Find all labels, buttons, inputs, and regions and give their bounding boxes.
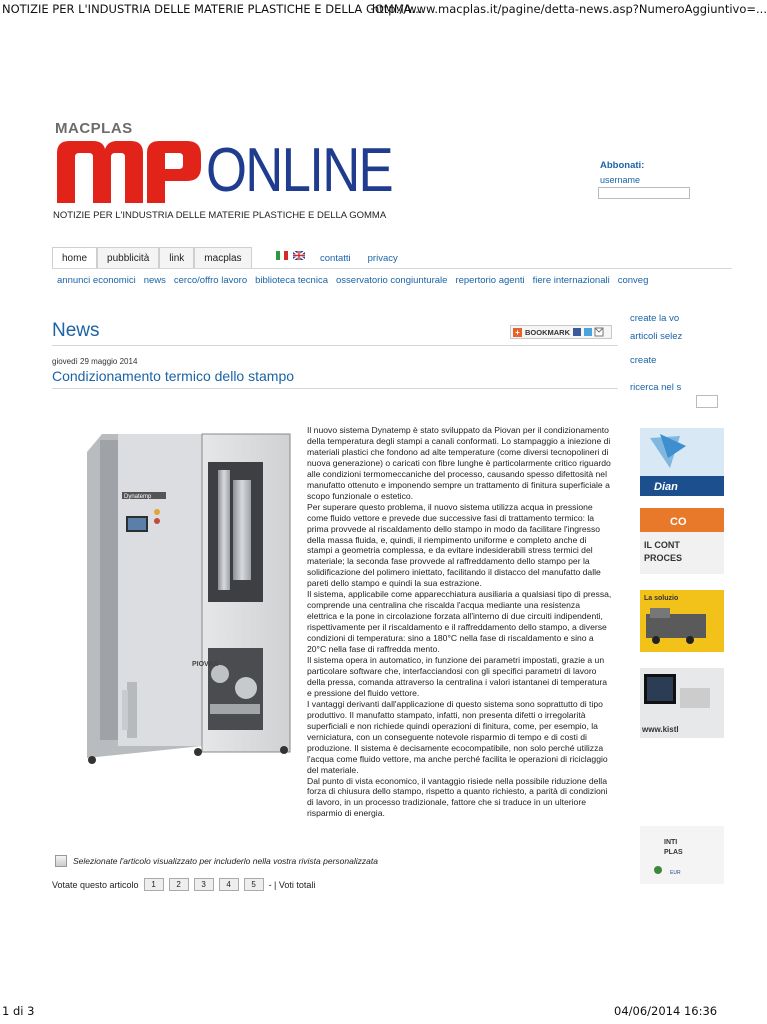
divider [52, 388, 618, 389]
online-logo-text: ONLINE [206, 136, 393, 205]
plus-icon: + [513, 328, 522, 337]
section-title: News [52, 320, 100, 341]
article-paragraph: I vantaggi derivanti dall'applicazione di questo sistema sono soprattutto di tipo produttivo. Il manufatto stampato, infatti, non presenta difetti o irregolarità superficiali e non richiede quindi operazioni di finitura, come, per esempio, la verniciatura, con un conseguente notevole risparmio di tempo e di costi di produzione. Il sistema è decisamente ecocompatibile, non solo perché utilizza l'acqua come fluido vettore, ma anche perché facilita le operazioni di riciclaggio del materiale. [307, 698, 608, 775]
ad-text: PROCES [644, 553, 683, 563]
category-links [57, 275, 648, 286]
link-contatti[interactable]: contatti [320, 253, 351, 264]
vote-button-4[interactable]: 4 [219, 878, 239, 891]
tab-home[interactable]: home [52, 247, 97, 269]
vote-row [52, 878, 315, 891]
article-paragraph: Il sistema, applicabile come apparecchiatura ausiliaria a qualsiasi tipo di pressa, comprende una centralina che riscalda l'acqua mediante una resistenza elettrica e la pone in circolazione forzata all'interno di due circuiti indipendenti, rispettivamente per il riscaldamento e il raffreddamento dello stampo, a diverse condizioni di temperatura: sino a 180°C nella fase di riscaldamento e sino a 20°C nella fase di raffredda mento. [307, 589, 612, 655]
vote-total: - | Voti totali [268, 879, 316, 890]
tagline: NOTIZIE PER L'INDUSTRIA DELLE MATERIE PLASTICHE E DELLA GOMMA [53, 210, 387, 221]
article-date: giovedì 29 maggio 2014 [52, 357, 138, 366]
dynatemp-product-image [60, 420, 300, 770]
vote-button-1[interactable]: 1 [144, 878, 164, 891]
vote-label: Votate questo articolo [52, 879, 139, 890]
cat-osservatorio[interactable]: osservatorio congiunturale [336, 275, 448, 286]
ad-banner-3[interactable] [640, 590, 724, 652]
sidebar-link-articoli[interactable]: articoli selez [630, 331, 683, 342]
sidebar-link-create-vo[interactable]: create la vo [630, 313, 680, 324]
sidebar-link-ricerca[interactable]: ricerca nel s [630, 382, 682, 393]
ad-text: Dian [654, 481, 678, 493]
article-paragraph: Per superare questo problema, il nuovo sistema utilizza acqua in pressione come fluido vettore e prevede due successive fasi di trattamento termico: la prima provvede al riscaldamento dello stampo in modo da facilitare l'ingresso della massa fluida, e, quindi, il riempimento uniforme e completo anche di stampi a geometria complessa, e da evitare indesiderabili stress termici del materiale; la seconda fase provvede al raffreddamento dello stampo per la solidificazione del polimero iniettato, facilitando il distacco del manufatto dalle pareti dello stampo e quindi la sua estrazione. [307, 501, 601, 589]
print-footer-page: 1 di 3 [2, 1004, 35, 1018]
article-paragraph: Il nuovo sistema Dynatemp è stato sviluppato da Piovan per il condizionamento della temperatura degli stampi a canali conformati. Lo stampaggio a iniezione di materiali plastici che fondono ad alte temperature (come diversi tecnopolineri di nuova generazione) o caricati con fibre lunghe è particolarmente critico riguardo alle condizioni termomeccaniche del processo, causando spesso difettosità nel manufatto ottenuto e imponendo sempre un trattamento di finitura superficiale a scopo funzionale o estetico. [307, 425, 611, 501]
vote-button-5[interactable]: 5 [244, 878, 264, 891]
print-header-title: NOTIZIE PER L'INDUSTRIA DELLE MATERIE PLASTICHE E DELLA GOMMA... [2, 2, 423, 16]
top-links [320, 253, 398, 264]
tab-link[interactable]: link [159, 247, 194, 269]
article-title: Condizionamento termico dello stampo [52, 368, 295, 384]
ad-text: IL CONT [644, 540, 680, 550]
username-field[interactable] [598, 187, 690, 199]
select-article-row [55, 855, 378, 867]
login-title: Abbonati: [600, 160, 645, 171]
print-header-url: http://www.macplas.it/pagine/detta-news.asp?NumeroAggiuntivo=... [372, 2, 767, 16]
divider [52, 345, 618, 346]
vote-button-2[interactable]: 2 [169, 878, 189, 891]
cat-annunci[interactable]: annunci economici [57, 275, 136, 286]
language-flags [276, 251, 305, 260]
ad-banner-4[interactable] [640, 668, 724, 738]
select-article-checkbox[interactable] [55, 855, 67, 867]
sidebar-search-input[interactable] [696, 395, 718, 408]
tab-pubblicita[interactable]: pubblicità [97, 247, 159, 269]
ad-banner-5[interactable] [640, 826, 724, 884]
category-divider [52, 268, 732, 269]
mp-logo[interactable] [55, 137, 203, 205]
ad-text: PLAS [664, 849, 683, 856]
ad-banner-1[interactable] [640, 428, 724, 496]
cat-biblioteca[interactable]: biblioteca tecnica [255, 275, 328, 286]
ad-text: La soluzio [644, 595, 679, 602]
bookmark-button[interactable] [510, 325, 612, 339]
sidebar-link-create[interactable]: create [630, 355, 657, 366]
image-brand-piovan: PIOVAN [192, 661, 219, 668]
twitter-icon [584, 328, 592, 336]
uk-flag-icon[interactable] [293, 251, 305, 260]
tab-macplas[interactable]: macplas [194, 247, 251, 269]
article-paragraph: Il sistema opera in automatico, in funzione dei parametri impostati, grazie a un particolare software che, interfacciandosi con gli specifici parametri di lavoro della pressa, comanda attraverso la centralina i valori istantanei di temperatura e pressione del fluido vettore. [307, 655, 607, 698]
macplas-small-logo: MACPLAS [55, 120, 133, 137]
select-article-note: Selezionate l'articolo visualizzato per includerlo nella vostra rivista personalizzata [73, 856, 378, 866]
username-label: username [600, 175, 641, 185]
ad-text: INTI [664, 839, 678, 846]
article-paragraph: Dal punto di vista economico, il vantaggio risiede nella possibile riduzione della forza di chiusura dello stampo, rispetto a quanto richiesto, a parità di condizioni di lavoro, in un processo tradizionale, fattore che si traduce in un ulteriore risparmio di energia. [307, 775, 608, 819]
italian-flag-icon[interactable] [276, 251, 288, 260]
image-brand-dynatemp: Dynatemp [124, 494, 152, 500]
cat-news[interactable]: news [143, 275, 166, 286]
cat-convegni[interactable]: conveg [617, 275, 649, 286]
cat-lavoro[interactable]: cerco/offro lavoro [173, 275, 248, 286]
article-body [307, 425, 612, 819]
cat-repertorio[interactable]: repertorio agenti [455, 275, 525, 286]
link-privacy[interactable]: privacy [367, 253, 398, 264]
print-footer-datetime: 04/06/2014 16:36 [614, 1004, 718, 1018]
ad-text: www.kistl [642, 725, 679, 734]
bookmark-label: BOOKMARK [525, 327, 570, 337]
email-icon [595, 328, 603, 336]
facebook-icon [573, 328, 581, 336]
ad-text: CO [670, 516, 687, 528]
ad-text: EUR [670, 870, 681, 876]
vote-button-3[interactable]: 3 [194, 878, 214, 891]
main-tabs [52, 247, 252, 269]
cat-fiere[interactable]: fiere internazionali [532, 275, 610, 286]
ad-banner-2[interactable] [640, 508, 724, 574]
